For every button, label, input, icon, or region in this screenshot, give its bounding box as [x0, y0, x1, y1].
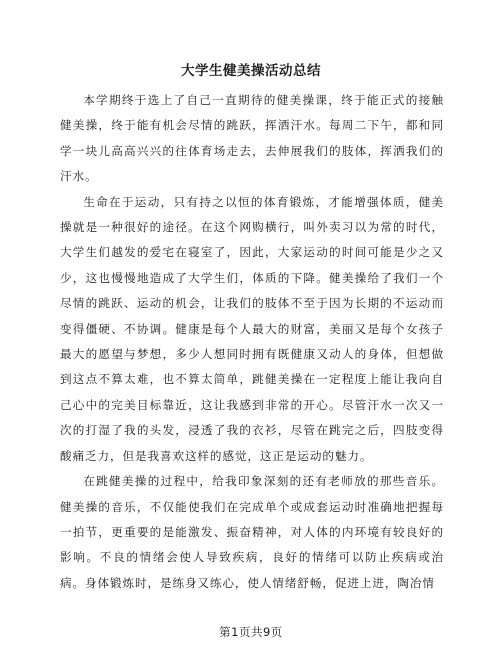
- paragraph-1: 本学期终于选上了自己一直期待的健美操课，终于能正式的接触健美操，终于能有机会尽情的跳跃，挥洒汗水。每周二下午，都和同学一块儿高高兴兴的往体育场走去，去伸展我们的肢体，挥洒我们的汗水。: [60, 93, 444, 184]
- paragraph-3: 在跳健美操的过程中，给我印象深刻的还有老师放的那些音乐。健美操的音乐，不仅能使我们在完成单个或成套运动时准确地把握每一拍节，更重要的是能激发、振奋精神，对人体的内环境有较良好的影响。不良的情绪会使人导致疾病，良好的情绪可以防止疾病或治病。身体锻炼时，是练身又练心，使人情绪舒畅，促进上进，陶冶情: [60, 474, 444, 590]
- document-title: 大学生健美操活动总结: [181, 63, 321, 79]
- page-number-footer: 第1页共9页: [219, 625, 283, 639]
- document-body: [60, 88, 444, 596]
- paragraph-2: 生命在于运动，只有持之以恒的体育锻炼，才能增强体质，健美操就是一种很好的途径。在这个网购横行，叫外卖习以为常的时代，大学生们越发的爱宅在寝室了，因此，大家运动的时间可能是少之又少，这也慢慢地造成了大学生们，体质的下降。健美操给了我们一个尽情的跳跃、运动的机会，让我们的肢体不至于因为长期的不运动而变得僵硬、不协调。健康是每个人最大的财富，美丽又是每个女孩子最大的愿望与梦想，多少人想同时拥有既健康又动人的身体，但想做到这点不算太难，也不算太简单，跳健美操在一定程度上能让我向自己心中的完美目标靠近，这让我感到非常的开心。尽管汗水一次又一次的打湿了我的头发，浸透了我的衣衫，尽管在跳完之后，四肢变得酸痛乏力，但是我喜欢这样的感觉，这正是运动的魅力。: [60, 194, 444, 463]
